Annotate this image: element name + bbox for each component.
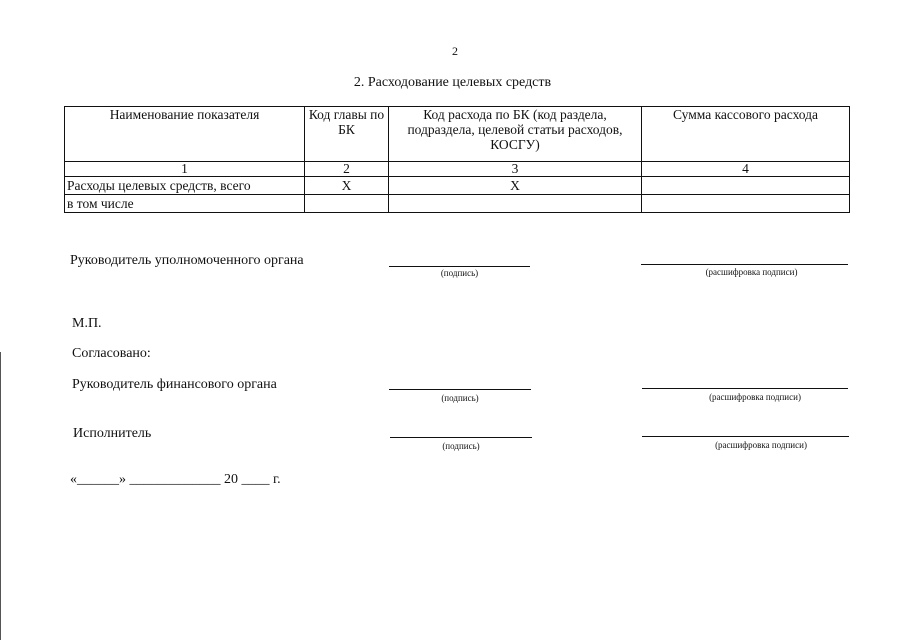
table-header-row — [65, 107, 850, 162]
decode-caption: (расшифровка подписи) — [705, 267, 798, 277]
head-financial-label: Руководитель финансового органа — [72, 377, 277, 392]
page-edge-line — [0, 352, 1, 640]
date-line: «______» _____________ 20 ____ г. — [70, 472, 281, 487]
signature-decode-line — [642, 388, 848, 389]
header-expense-code: Код расхода по БК (код раздела, подраздела, целевой статьи расходов, КОСГУ) — [389, 107, 642, 162]
table-cell — [642, 195, 850, 213]
table-cell: Х — [389, 177, 642, 195]
signature-line — [390, 437, 532, 438]
header-chapter-code: Код главы по БК — [305, 107, 389, 162]
column-number: 1 — [65, 162, 305, 177]
head-authorized-label: Руководитель уполномоченного органа — [70, 253, 304, 268]
column-number: 3 — [389, 162, 642, 177]
expenditure-table — [64, 106, 850, 213]
signature-decode-line — [641, 264, 848, 265]
seal-label: М.П. — [72, 316, 102, 331]
signature-decode-line — [642, 436, 849, 437]
decode-caption: (расшифровка подписи) — [715, 440, 807, 450]
table-cell: Расходы целевых средств, всего — [65, 177, 305, 195]
executor-label: Исполнитель — [73, 426, 152, 441]
decode-caption: (расшифровка подписи) — [709, 392, 801, 402]
table-row — [65, 177, 850, 195]
table-row — [65, 195, 850, 213]
table-cell — [642, 177, 850, 195]
table-cell: Х — [305, 177, 389, 195]
header-indicator-name: Наименование показателя — [65, 107, 305, 162]
column-number: 2 — [305, 162, 389, 177]
signature-caption: (подпись) — [441, 393, 479, 403]
table-cell: в том числе — [65, 195, 305, 213]
agreed-label: Согласовано: — [72, 346, 151, 361]
column-number: 4 — [642, 162, 850, 177]
signature-caption: (подпись) — [442, 441, 480, 451]
table-column-numbers-row — [65, 162, 850, 177]
table-cell — [389, 195, 642, 213]
header-cash-amount: Сумма кассового расхода — [642, 107, 850, 162]
section-title: 2. Расходование целевых средств — [353, 75, 552, 90]
table-cell — [305, 195, 389, 213]
signature-caption: (подпись) — [440, 268, 479, 278]
signature-line — [389, 389, 531, 390]
page-number: 2 — [452, 44, 458, 58]
signature-line — [389, 266, 530, 267]
